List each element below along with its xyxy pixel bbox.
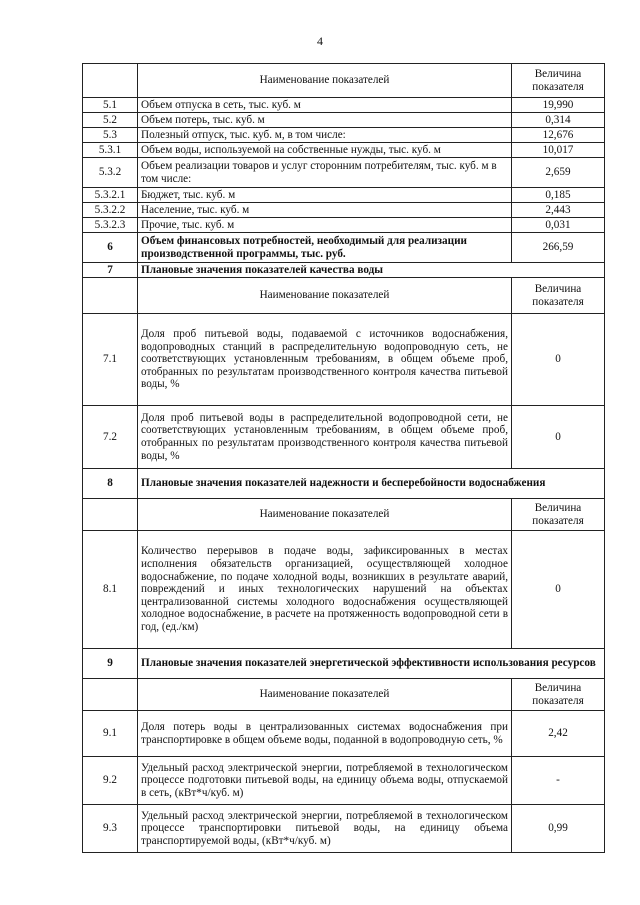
header-value-cell: Величина показателя <box>512 64 605 98</box>
row-num: 6 <box>83 233 138 263</box>
section-title: Плановые значения показателей качества воды <box>138 263 605 278</box>
row-num: 5.3.2.3 <box>83 218 138 233</box>
section-num: 7 <box>83 263 138 278</box>
row-num: 9.3 <box>83 805 138 853</box>
table-row <box>83 113 605 128</box>
table-row <box>83 218 605 233</box>
row-text: Население, тыс. куб. м <box>138 203 512 218</box>
header-name-cell: Наименование показателей <box>138 679 512 711</box>
row-value: 2,42 <box>512 711 605 757</box>
row-text: Объем воды, используемой на собственные нужды, тыс. куб. м <box>138 143 512 158</box>
row-value: 266,59 <box>512 233 605 263</box>
row-value: 0,314 <box>512 113 605 128</box>
table-row <box>83 203 605 218</box>
row-value: 2,659 <box>512 158 605 188</box>
header-num-cell <box>83 679 138 711</box>
table-row <box>83 98 605 113</box>
header-num-cell <box>83 499 138 531</box>
row-text: Бюджет, тыс. куб. м <box>138 188 512 203</box>
row-value: 10,017 <box>512 143 605 158</box>
row-value: 12,676 <box>512 128 605 143</box>
header-value-cell: Величина показателя <box>512 278 605 314</box>
row-num: 9.1 <box>83 711 138 757</box>
row-num: 5.2 <box>83 113 138 128</box>
header-name-cell: Наименование показателей <box>138 278 512 314</box>
row-text: Количество перерывов в подаче воды, зафиксированных в местах исполнения обязательств организацией, осуществляющей холодное водоснабжение, по подаче холодной воды, возникших в результате аварий, повреждений и иных технологических нарушений на объектах централизованной системы холодного водоснабжения осуществляющей холодное водоснабжение, в расчете на протяженность водопроводной сети в год, (ед./км) <box>138 531 512 649</box>
row-text: Доля потерь воды в централизованных системах водоснабжения при транспортировке в общем объеме воды, поданной в водопроводную сеть, % <box>138 711 512 757</box>
row-text: Объем реализации товаров и услуг сторонним потребителям, тыс. куб. м в том числе: <box>138 158 512 188</box>
header-num-cell <box>83 64 138 98</box>
row-num: 5.3.1 <box>83 143 138 158</box>
row-text: Удельный расход электрической энергии, потребляемой в технологическом процессе подготовки питьевой воды, на единицу объема воды, отпускаемой в сеть, (кВт*ч/куб. м) <box>138 757 512 805</box>
table-header-row <box>83 64 605 98</box>
header-value-cell: Величина показателя <box>512 679 605 711</box>
table-row <box>83 406 605 469</box>
row-num: 8.1 <box>83 531 138 649</box>
row-text: Прочие, тыс. куб. м <box>138 218 512 233</box>
table-row <box>83 757 605 805</box>
table-row <box>83 805 605 853</box>
section-header-row <box>83 499 605 531</box>
table-row <box>83 233 605 263</box>
row-num: 5.3.2.2 <box>83 203 138 218</box>
section-title: Плановые значения показателей надежности и бесперебойности водоснабжения <box>138 469 605 499</box>
row-text: Объем финансовых потребностей, необходимый для реализации производственной программы, тыс. руб. <box>138 233 512 263</box>
table-row <box>83 188 605 203</box>
row-num: 7.2 <box>83 406 138 469</box>
row-num: 5.3.2.1 <box>83 188 138 203</box>
section-title-row <box>83 469 605 499</box>
table-row <box>83 531 605 649</box>
table-row <box>83 711 605 757</box>
row-text: Доля проб питьевой воды в распределительной водопроводной сети, не соответствующих установленным требованиям, в общем объеме проб, отобранных по результатам производственного контроля качества питьевой воды, % <box>138 406 512 469</box>
section-header-row <box>83 278 605 314</box>
section-num: 9 <box>83 649 138 679</box>
row-text: Объем отпуска в сеть, тыс. куб. м <box>138 98 512 113</box>
table-row <box>83 314 605 406</box>
row-value: 0,99 <box>512 805 605 853</box>
row-value: 0 <box>512 406 605 469</box>
row-num: 5.3.2 <box>83 158 138 188</box>
header-value-cell: Величина показателя <box>512 499 605 531</box>
table-row <box>83 128 605 143</box>
section-title-row <box>83 263 605 278</box>
row-num: 5.3 <box>83 128 138 143</box>
row-text: Доля проб питьевой воды, подаваемой с источников водоснабжения, водопроводных станций в распределительную водопроводную сеть, не соответствующих установленным требованиям, в общем объеме проб, отобранных по результатам производственного контроля качества питьевой воды, % <box>138 314 512 406</box>
section-num: 8 <box>83 469 138 499</box>
row-value: 2,443 <box>512 203 605 218</box>
row-text: Объем потерь, тыс. куб. м <box>138 113 512 128</box>
row-num: 9.2 <box>83 757 138 805</box>
row-value: 0 <box>512 314 605 406</box>
row-text: Полезный отпуск, тыс. куб. м, в том числе: <box>138 128 512 143</box>
page-number: 4 <box>317 34 323 48</box>
table-row <box>83 143 605 158</box>
header-name-cell: Наименование показателей <box>138 64 512 98</box>
row-num: 5.1 <box>83 98 138 113</box>
row-num: 7.1 <box>83 314 138 406</box>
row-value: 0 <box>512 531 605 649</box>
row-value: 0,031 <box>512 218 605 233</box>
table-row <box>83 158 605 188</box>
section-title-row <box>83 649 605 679</box>
row-value: 0,185 <box>512 188 605 203</box>
row-value: 19,990 <box>512 98 605 113</box>
section-title: Плановые значения показателей энергетической эффективности использования ресурсов <box>138 649 605 679</box>
row-text: Удельный расход электрической энергии, потребляемой в технологическом процессе транспортировки питьевой воды, на единицу объема транспортируемой воды, (кВт*ч/куб. м) <box>138 805 512 853</box>
header-name-cell: Наименование показателей <box>138 499 512 531</box>
row-value: - <box>512 757 605 805</box>
section-header-row <box>83 679 605 711</box>
header-num-cell <box>83 278 138 314</box>
indicators-table <box>82 63 605 853</box>
